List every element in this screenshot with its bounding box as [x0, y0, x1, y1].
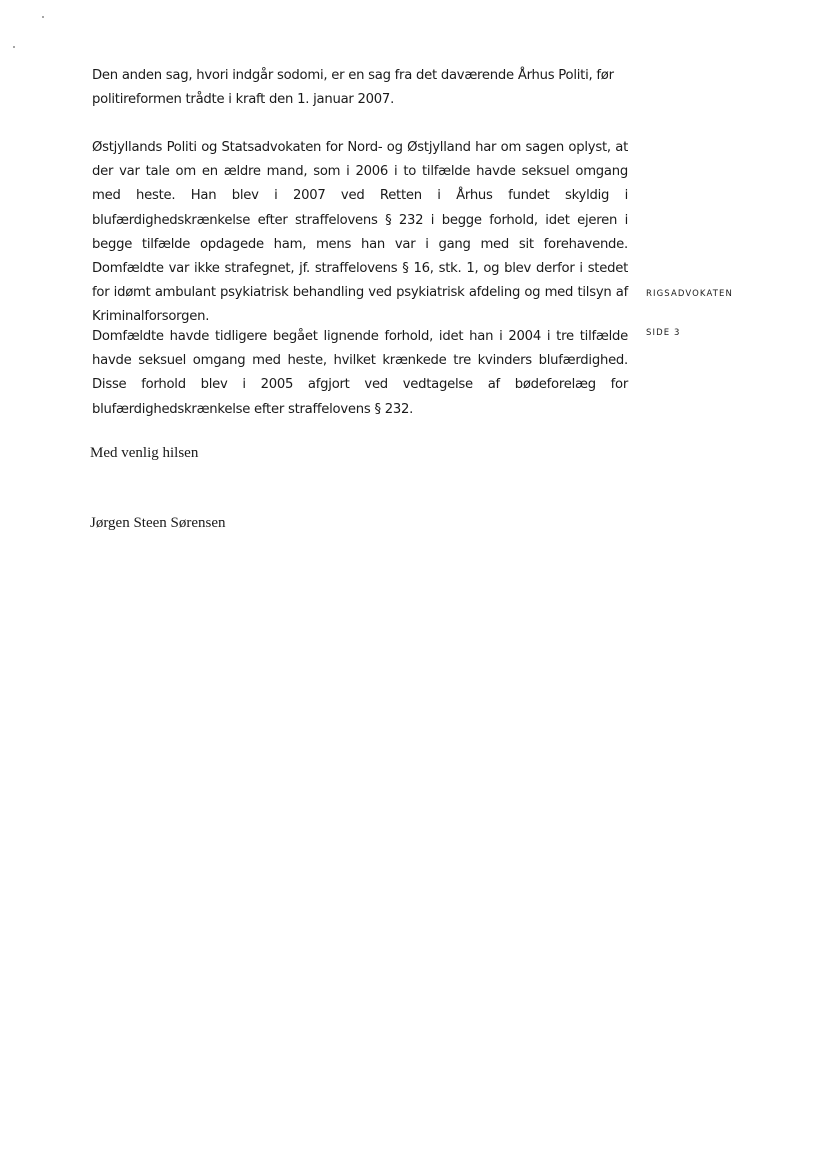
- scan-speck: [42, 16, 44, 18]
- paragraph-prior-offences: Domfældte havde tidligere begået lignende forhold, idet han i 2004 i tre tilfælde havde seksuel omgang med heste, hvilket krænkede tre kvinders blufærdighed. Disse forhold blev i 2005 afgjort ved vedtagelse af bødeforelæg for blufærdighedskrænkelse efter straffelovens § 232.: [92, 329, 628, 417]
- scan-speck: [13, 46, 15, 48]
- organization-label: RIGSADVOKATEN: [646, 289, 733, 299]
- closing-salutation: Med venlig hilsen: [90, 445, 199, 461]
- page-number-label: SIDE 3: [646, 328, 681, 338]
- signature-name: Jørgen Steen Sørensen: [90, 515, 226, 531]
- paragraph-case-details: Østjyllands Politi og Statsadvokaten for Nord- og Østjylland har om sagen oplyst, at der var tale om en ældre mand, som i 2006 i to tilfælde havde seksuel omgang med heste. Han blev i 2007 ved Retten i Århus fundet skyldig i blufærdighedskrænkelse efter straffelovens § 232 i begge forhold, idet ejeren i begge tilfælde opdagede ham, mens han var i gang med sit forehavende. Domfældte var ikke strafegnet, jf. straffelovens § 16, stk. 1, og blev derfor i stedet for idømt ambulant psykiatrisk behandling ved psykiatrisk afdeling og med tilsyn af Kriminalforsorgen.: [92, 140, 628, 325]
- paragraph-intro: Den anden sag, hvori indgår sodomi, er en sag fra det daværende Århus Politi, før politireformen trådte i kraft den 1. januar 2007.: [92, 68, 614, 108]
